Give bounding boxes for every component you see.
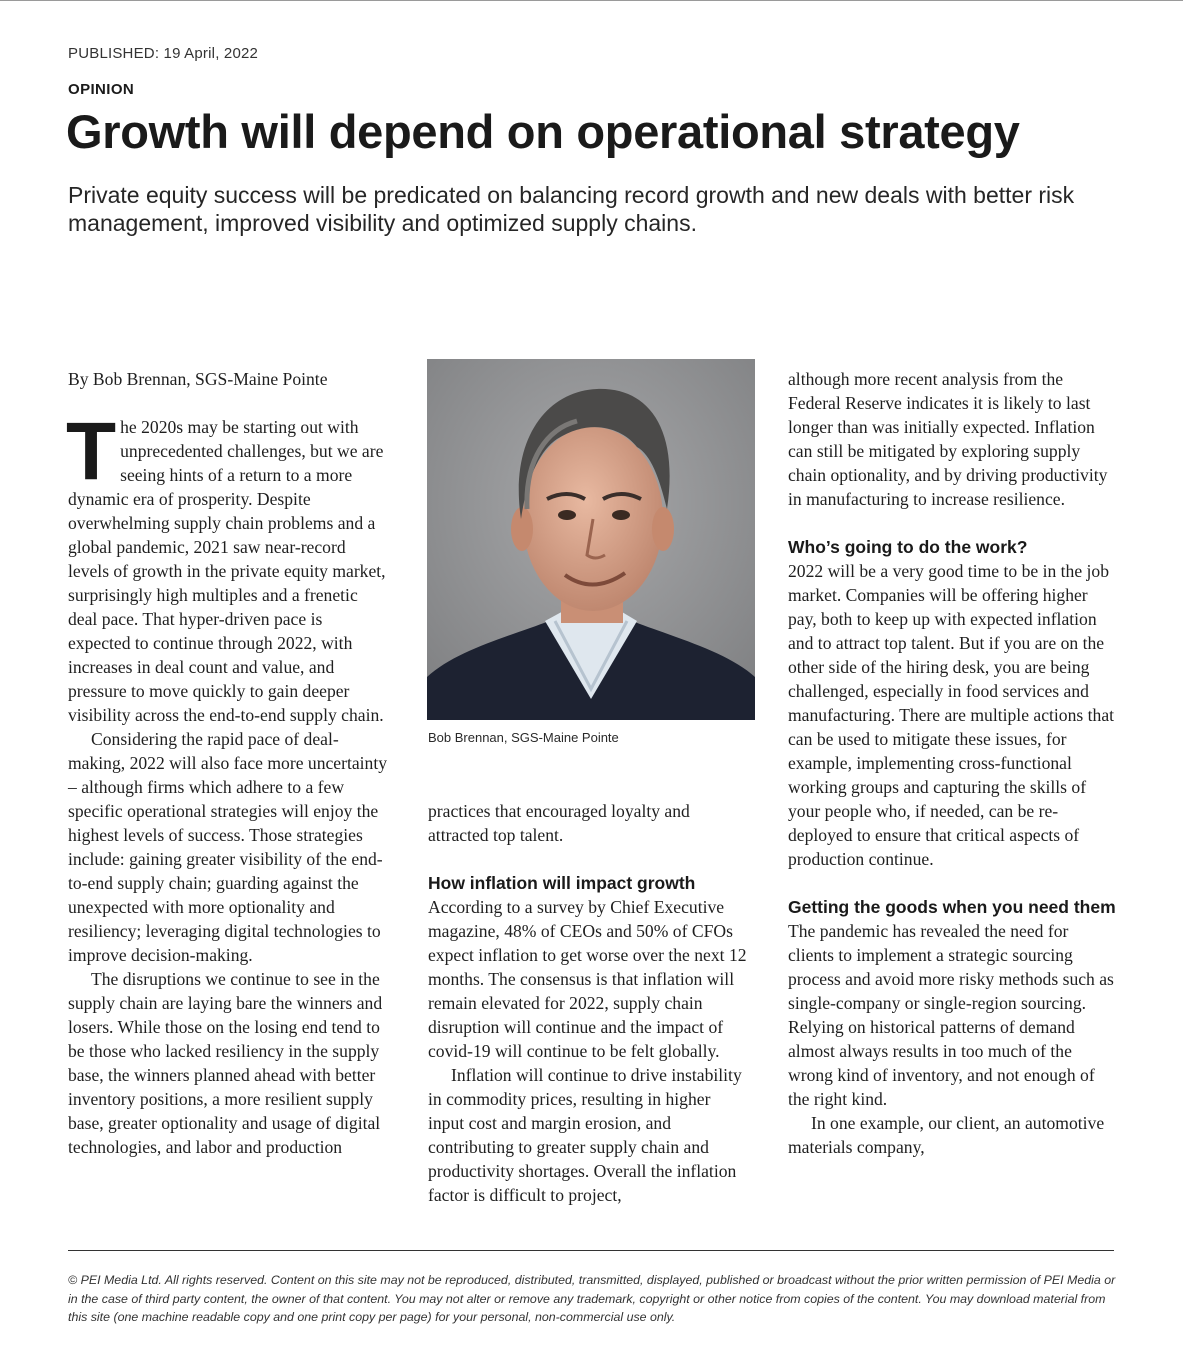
drop-cap: T xyxy=(66,406,117,497)
publish-date: PUBLISHED: 19 April, 2022 xyxy=(68,45,259,62)
section-label: OPINION xyxy=(68,81,135,98)
body-paragraph: In one example, our client, an automotive materials company, xyxy=(788,1113,1105,1157)
article-column-3 xyxy=(788,367,1118,1159)
article-headline: Growth will depend on operational strategy xyxy=(66,105,1020,158)
paragraph-text: he 2020s may be starting out with unprecedented challenges, but we are seeing hints of a return to a more dynamic era of prosperity. Despite overwhelming supply chain problems and a global pandemic, 2021 saw near-record levels of growth in the private equity market, surprisingly high multiples and a frenetic deal pace. That hyper-driven pace is expected to continue through 2022, with increases in deal count and value, and pressure to move quickly to gain deeper visibility across the end-to-end supply chain. xyxy=(68,417,386,725)
body-paragraph: Inflation will continue to drive instability in commodity prices, resulting in higher input cost and margin erosion, and contributing to greater supply chain and productivity shortages. Overall the inflation factor is difficult to project, xyxy=(428,1065,742,1205)
body-paragraph: although more recent analysis from the Federal Reserve indicates it is likely to last longer than was initially expected. Inflation can still be mitigated by exploring supply chain optionality, and by driving productivity in manufacturing to increase resilience. xyxy=(788,369,1108,509)
section-heading-inflation: How inflation will impact growth xyxy=(428,873,696,893)
author-portrait-image xyxy=(427,359,755,720)
photo-caption: Bob Brennan, SGS-Maine Pointe xyxy=(428,730,619,745)
byline: By Bob Brennan, SGS-Maine Pointe xyxy=(68,369,328,389)
body-paragraph: 2022 will be a very good time to be in the job market. Companies will be offering higher pay, both to keep up with expected inflation and to attract top talent. But if you are on the other side of the hiring desk, you are being challenged, especially in food services and manufacturing. There are multiple actions that can be used to mitigate these issues, for example, implementing cross-functional working groups and capturing the skills of your people who, if needed, can be re-deployed to ensure that critical aspects of production continue. xyxy=(788,561,1115,869)
article-column-1 xyxy=(68,367,388,1159)
body-paragraph: practices that encouraged loyalty and attracted top talent. xyxy=(428,801,690,845)
body-paragraph: The pandemic has revealed the need for clients to implement a strategic sourcing process and avoid more risky methods such as single-company or single-region sourcing. Relying on historical patterns of demand almost always results in too much of the wrong kind of inventory, and not enough of the right kind. xyxy=(788,921,1114,1109)
section-heading-work: Who’s going to do the work? xyxy=(788,537,1028,557)
body-paragraph xyxy=(66,406,388,727)
copyright-notice: © PEI Media Ltd. All rights reserved. Content on this site may not be reproduced, distributed, transmitted, displayed, published or broadcast without the prior written permission of PEI Media or in the case of third party content, the owner of that content. You may not alter or remove any trademark, copyright or other notice from copies of the content. You may download material from this site (one machine readable copy and one print copy per page) for your personal, non-commercial use only. xyxy=(68,1273,1116,1324)
body-paragraph: According to a survey by Chief Executive magazine, 48% of CEOs and 50% of CFOs expect inflation to get worse over the next 12 months. The consensus is that inflation will remain elevated for 2022, supply chain disruption will continue and the impact of covid-19 will continue to be felt globally. xyxy=(428,897,747,1061)
section-heading-goods: Getting the goods when you need them xyxy=(788,897,1116,917)
body-paragraph: The disruptions we continue to see in the supply chain are laying bare the winners and losers. While those on the losing end tend to be those who lacked resiliency in the supply base, the winners planned ahead with better inventory positions, a more resilient supply base, greater optionality and usage of digital technologies, and labor and production xyxy=(68,969,383,1157)
article-standfirst: Private equity success will be predicated on balancing record growth and new deals with better risk management, improved visibility and optimized supply chains. xyxy=(68,182,1075,236)
footer-divider xyxy=(68,1250,1114,1251)
author-photo xyxy=(427,359,755,720)
body-paragraph: Considering the rapid pace of deal-making, 2022 will also face more uncertainty – although firms which adhere to a few specific operational strategies will enjoy the highest levels of success. Those strategies include: gaining greater visibility of the end-to-end supply chain; guarding against the unexpected with more optionality and resiliency; leveraging digital technologies to improve decision-making. xyxy=(68,729,388,965)
article-column-2 xyxy=(428,799,748,1207)
